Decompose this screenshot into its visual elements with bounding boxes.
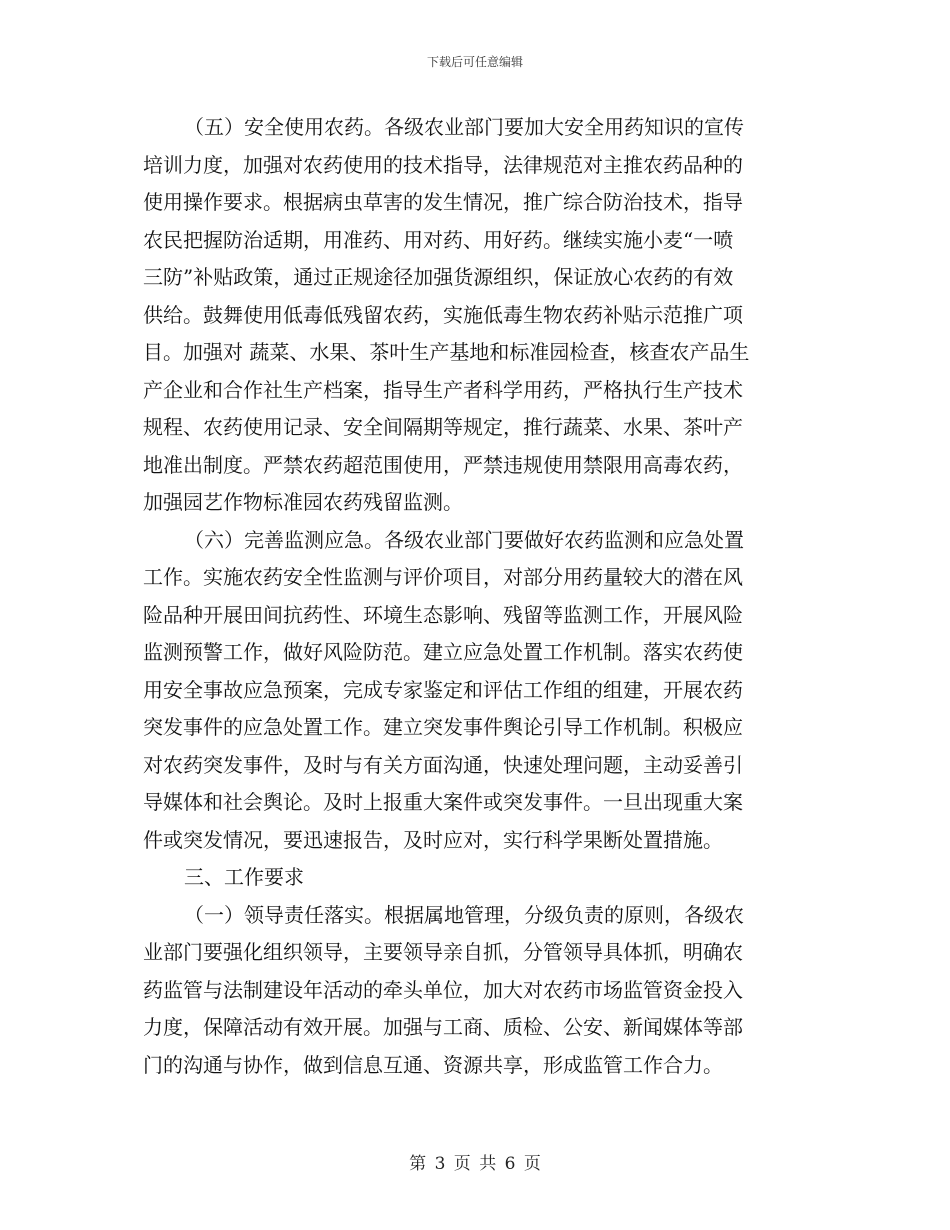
- text-line: 业部门要强化组织领导，主要领导亲自抓，分管领导具体抓，明确农: [143, 940, 743, 964]
- text-line: 工作。实施农药安全性监测与评价项目，对部分用药量较大的潜在风: [143, 565, 743, 589]
- page-number-footer: 第 3 页 共 6 页: [409, 1154, 541, 1174]
- section-heading: 三、工作要求: [184, 865, 304, 889]
- text-line: 地准出制度。严禁农药超范围使用，严禁违规使用禁限用高毒农药，: [143, 452, 743, 477]
- text-line: 突发事件的应急处置工作。建立突发事件舆论引导工作机制。积极应: [143, 715, 743, 739]
- text-line: （六）完善监测应急。各级农业部门要做好农药监测和应急处置: [184, 527, 744, 552]
- text-line: 目。加强对 蔬菜、水果、茶叶生产基地和标准园检查，核查农产品生: [143, 340, 750, 364]
- section-heading-work-requirements: [143, 859, 795, 897]
- text-line: 三防”补贴政策，通过正规途径加强货源组织，保证放心农药的有效: [143, 265, 734, 289]
- paragraph-leadership-responsibility: [143, 897, 795, 1085]
- text-line: 门的沟通与协作，做到信息互通、资源共享，形成监管工作合力。: [143, 1052, 723, 1077]
- document-body: [143, 109, 795, 1084]
- page-header: 下载后可任意编辑: [426, 55, 523, 69]
- text-line: 供给。鼓舞使用低毒低残留农药，实施低毒生物农药补贴示范推广项: [143, 302, 743, 327]
- paragraph-monitoring-emergency: [143, 522, 795, 860]
- text-line: 力度，保障活动有效开展。加强与工商、质检、公安、新闻媒体等部: [143, 1015, 743, 1039]
- text-line: 药监管与法制建设年活动的牵头单位，加大对农药市场监管资金投入: [143, 977, 743, 1002]
- text-line: （五）安全使用农药。各级农业部门要加大安全用药知识的宣传: [184, 115, 744, 139]
- text-line: 产企业和合作社生产档案，指导生产者科学用药，严格执行生产技术: [143, 377, 743, 402]
- text-line: 使用操作要求。根据病虫草害的发生情况，推广综合防治技术，指导: [143, 190, 743, 214]
- text-line: 规程、农药使用记录、安全间隔期等规定，推行蔬菜、水果、茶叶产: [143, 415, 743, 439]
- text-line: （一）领导责任落实。根据属地管理，分级负责的原则，各级农: [184, 902, 744, 927]
- text-line: 农民把握防治适期，用准药、用对药、用好药。继续实施小麦“一喷: [143, 227, 734, 252]
- text-line: 监测预警工作，做好风险防范。建立应急处置工作机制。落实农药使: [143, 640, 743, 664]
- text-line: 对农药突发事件，及时与有关方面沟通，快速处理问题，主动妥善引: [143, 752, 743, 777]
- text-line: 培训力度，加强对农药使用的技术指导，法律规范对主推农药品种的: [143, 152, 743, 177]
- text-line: 险品种开展田间抗药性、环境生态影响、残留等监测工作，开展风险: [143, 602, 743, 627]
- text-line: 加强园艺作物标准园农药残留监测。: [143, 490, 463, 514]
- paragraph-safe-pesticide-use: [143, 109, 795, 522]
- text-line: 件或突发情况，要迅速报告，及时应对，实行科学果断处置措施。: [143, 827, 723, 852]
- text-line: 用安全事故应急预案，完成专家鉴定和评估工作组的组建，开展农药: [143, 677, 743, 702]
- text-line: 导媒体和社会舆论。及时上报重大案件或突发事件。一旦出现重大案: [143, 790, 743, 814]
